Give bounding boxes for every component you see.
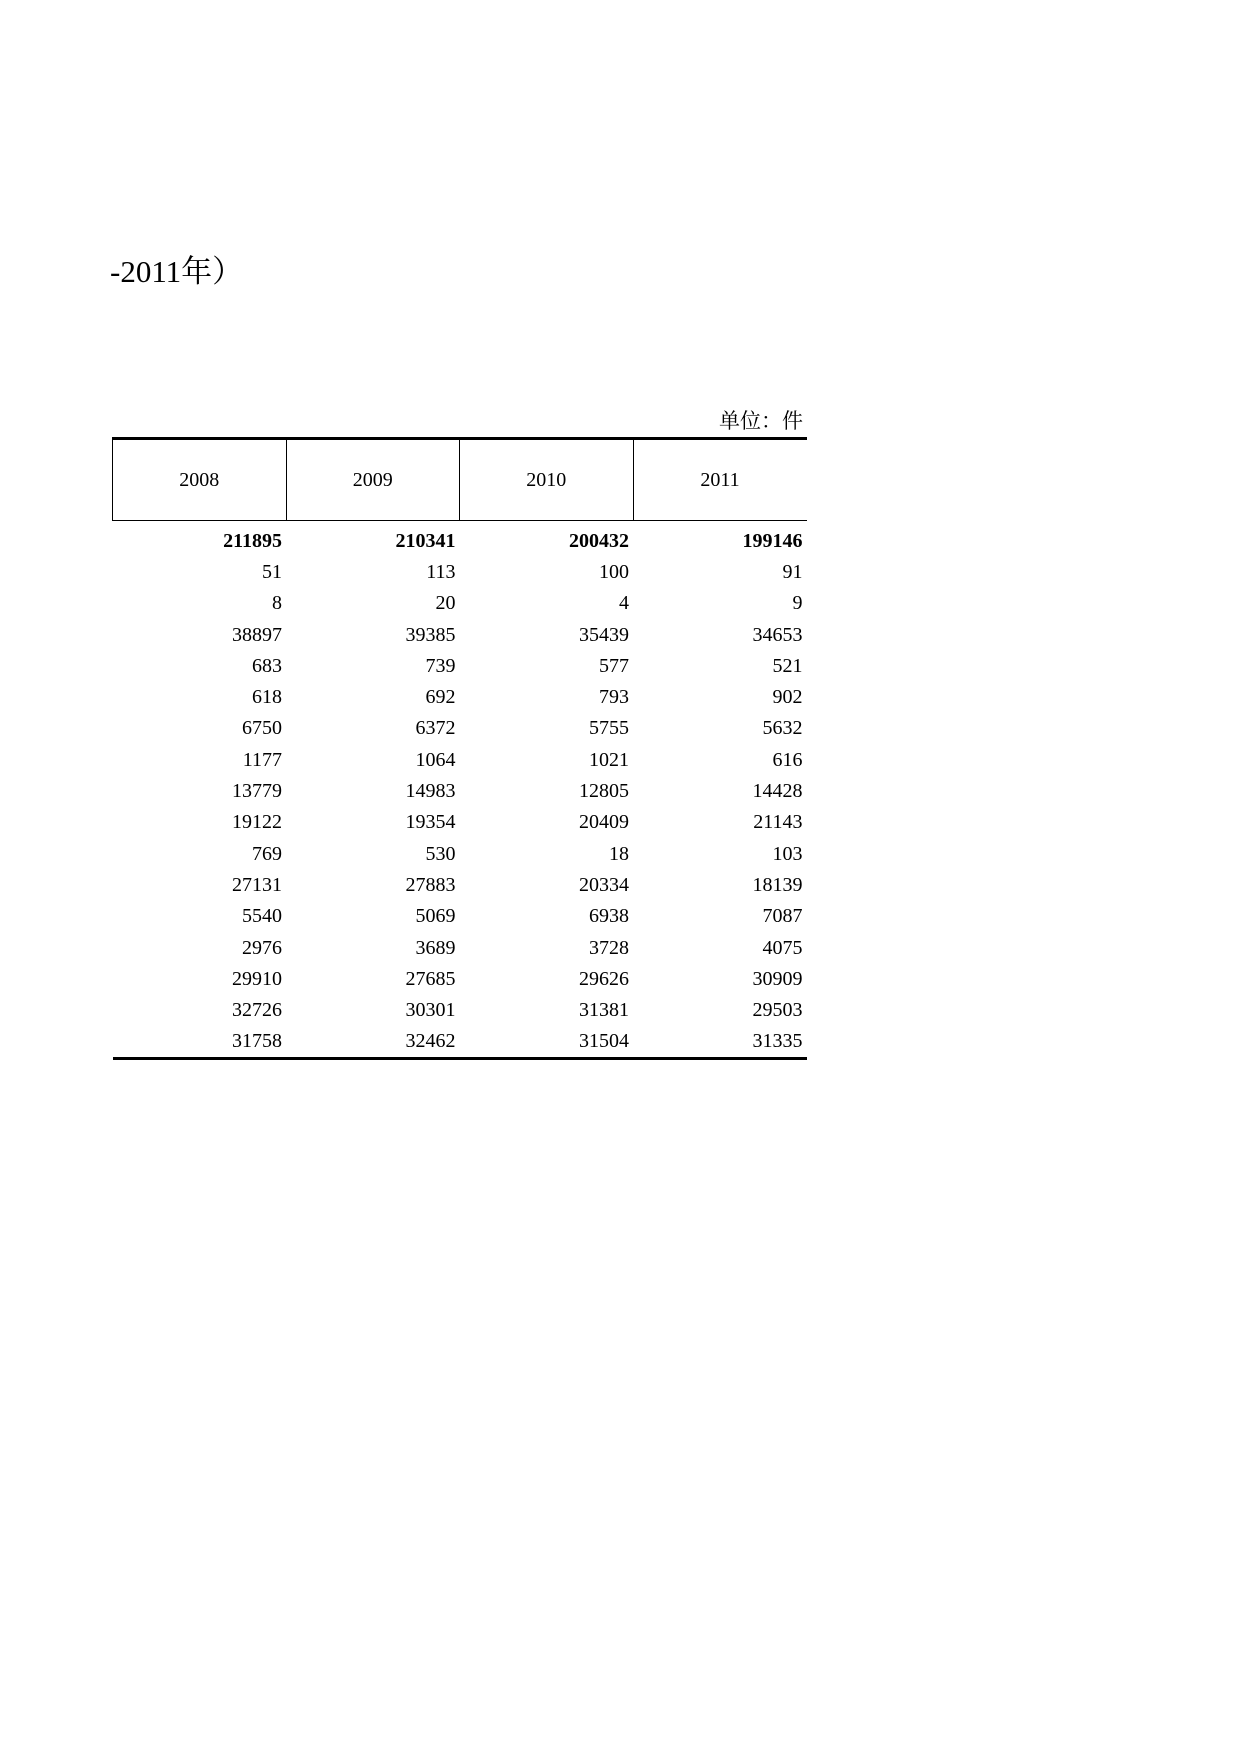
- table-cell: 199146: [742, 529, 803, 552]
- table-cell: 769: [252, 842, 282, 865]
- table-cell: 29626: [579, 967, 629, 990]
- table-cell: 6938: [589, 905, 629, 928]
- table-row: [113, 681, 807, 712]
- table-row: [113, 775, 807, 806]
- header-row: [113, 439, 807, 521]
- table-cell: 3728: [589, 936, 629, 959]
- table-cell: 1021: [589, 748, 629, 771]
- table-cell: 1064: [415, 748, 456, 771]
- table-cell: 8: [272, 592, 282, 615]
- table-cell: 103: [772, 842, 803, 865]
- table-cell: 34653: [752, 623, 803, 646]
- unit-label: 单位：件: [719, 409, 803, 433]
- table-cell: 521: [772, 654, 803, 677]
- column-header-2009: 2009: [286, 439, 460, 521]
- table-cell: 4075: [762, 936, 803, 959]
- table-cell: 100: [599, 560, 629, 583]
- table-cell: 5540: [242, 905, 282, 928]
- table-cell: 18139: [752, 873, 803, 896]
- table-cell: 31381: [579, 999, 629, 1022]
- table-cell: 4: [619, 592, 629, 615]
- table-cell: 13779: [232, 780, 282, 803]
- data-table: [112, 437, 807, 1060]
- table-cell: 21143: [753, 811, 803, 834]
- table-row: [113, 963, 807, 994]
- table-cell: 7087: [762, 905, 803, 928]
- column-header-2010: 2010: [460, 439, 634, 521]
- table-cell: 3689: [415, 936, 456, 959]
- table-cell: 211895: [223, 529, 282, 552]
- table-row: [113, 650, 807, 681]
- table-cell: 9: [792, 592, 803, 615]
- column-header-2008: 2008: [113, 439, 287, 521]
- table-cell: 113: [426, 560, 456, 583]
- table-cell: 32726: [232, 999, 282, 1022]
- table-row: [113, 556, 807, 587]
- table-row: [113, 619, 807, 650]
- table-row: [113, 744, 807, 775]
- table-cell: 530: [425, 842, 456, 865]
- table-cell: 577: [599, 654, 629, 677]
- table-row: [113, 994, 807, 1025]
- table-cell: 20334: [579, 873, 629, 896]
- table-row: [113, 588, 807, 619]
- table-cell: 20: [435, 592, 456, 615]
- table-row-total: [113, 521, 807, 557]
- table-cell: 31335: [633, 1026, 807, 1059]
- table-cell: 31504: [460, 1026, 634, 1059]
- table-cell: 30301: [405, 999, 456, 1022]
- table-body: [113, 521, 807, 1059]
- table-cell: 902: [772, 686, 803, 709]
- table-cell: 5755: [589, 717, 629, 740]
- table-row: [113, 901, 807, 932]
- table-cell: 91: [782, 560, 803, 583]
- table-cell: 1177: [242, 748, 282, 771]
- table-cell: 12805: [579, 780, 629, 803]
- table-cell: 18: [609, 842, 629, 865]
- table-cell: 616: [772, 748, 803, 771]
- table-row: [113, 838, 807, 869]
- table-cell: 29910: [232, 967, 282, 990]
- page-title: -2011年）: [110, 254, 244, 289]
- table-cell: 14428: [752, 780, 803, 803]
- table-cell: 692: [425, 686, 456, 709]
- table-cell: 6372: [415, 717, 456, 740]
- table-cell: 27685: [405, 967, 456, 990]
- table-cell: 14983: [405, 780, 456, 803]
- table-cell: 27883: [405, 873, 456, 896]
- table-cell: 200432: [569, 529, 629, 552]
- table-cell: 19354: [405, 811, 456, 834]
- table-cell: 5069: [415, 905, 456, 928]
- column-header-2011: 2011: [633, 439, 807, 521]
- table-cell: 32462: [286, 1026, 460, 1059]
- table-cell: 27131: [232, 873, 282, 896]
- table-row: [113, 807, 807, 838]
- table-cell: 35439: [579, 623, 629, 646]
- table-cell: 2976: [242, 936, 282, 959]
- table-cell: 38897: [232, 623, 282, 646]
- table-cell: 29503: [752, 999, 803, 1022]
- table-row: [113, 932, 807, 963]
- table-cell: 618: [252, 686, 282, 709]
- table-cell: 51: [262, 560, 282, 583]
- table-cell: 6750: [242, 717, 282, 740]
- table-cell: 20409: [579, 811, 629, 834]
- table-row: [113, 1026, 807, 1059]
- table-cell: 5632: [762, 717, 803, 740]
- table-cell: 210341: [395, 529, 456, 552]
- table-cell: 19122: [232, 811, 282, 834]
- table-row: [113, 869, 807, 900]
- table-cell: 793: [599, 686, 629, 709]
- table-cell: 683: [252, 654, 282, 677]
- table-cell: 31758: [113, 1026, 287, 1059]
- table-cell: 39385: [405, 623, 456, 646]
- table-cell: 739: [425, 654, 456, 677]
- table-row: [113, 713, 807, 744]
- table-cell: 30909: [752, 967, 803, 990]
